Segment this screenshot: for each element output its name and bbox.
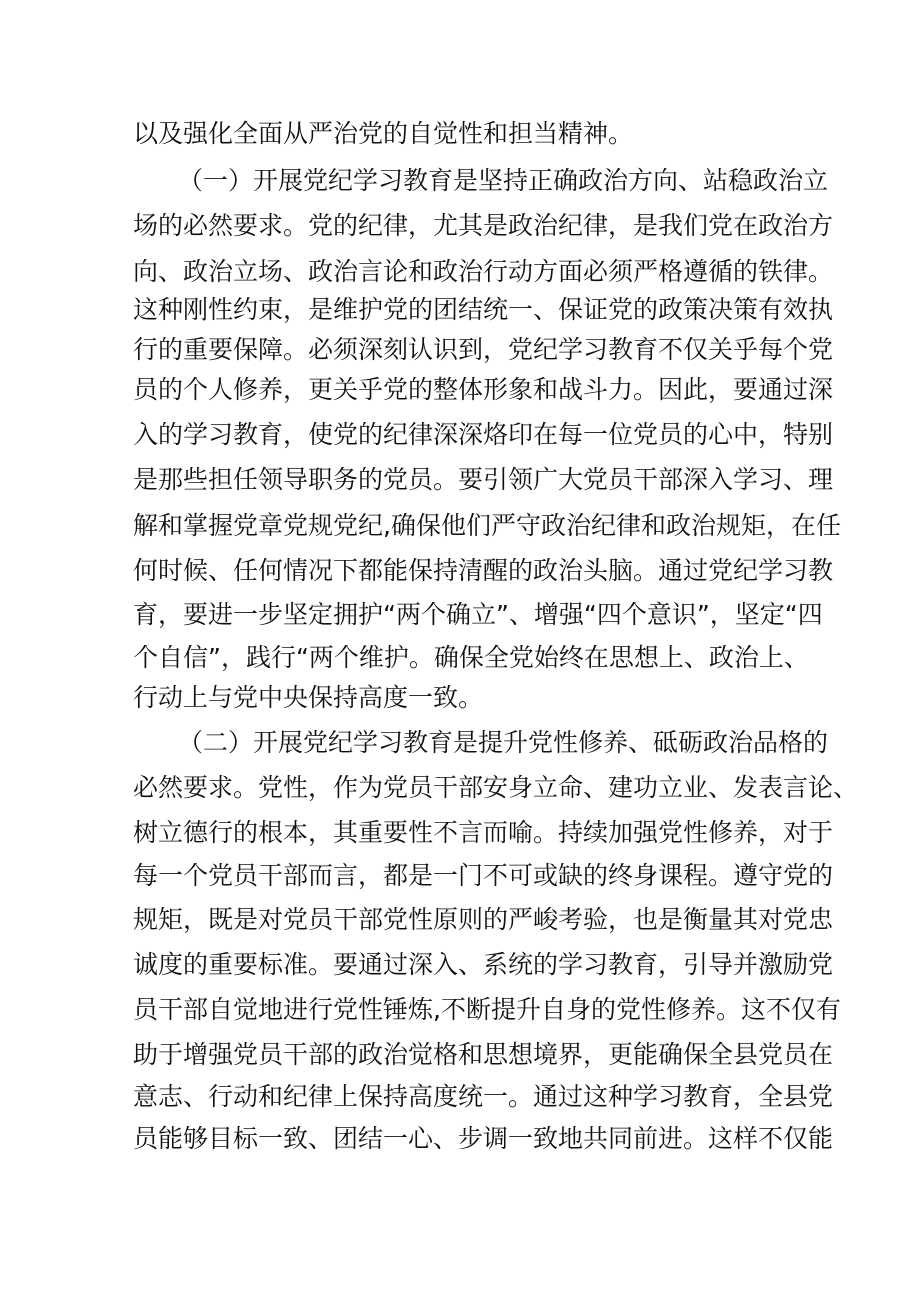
text-line: 员的个人修养，更关乎党的整体形象和战斗力。因此，要通过深 xyxy=(133,375,834,404)
section-1-heading-line: （一）开展党纪学习教育是坚持正确政治方向、站稳政治立 xyxy=(178,166,829,195)
text-line: 树立德行的根本，其重要性不言而喻。持续加强党性修养，对于 xyxy=(133,818,834,847)
text-line: 这种刚性约束，是维护党的团结统一、保证党的政策决策有效执 xyxy=(133,295,834,324)
text-line: 向、政治立场、政治言论和政治行动方面必须严格遵循的铁律。 xyxy=(133,257,834,286)
text-line: 诚度的重要标准。要通过深入、系统的学习教育，引导并激励党 xyxy=(133,950,834,979)
text-line: 员能够目标一致、团结一心、步调一致地共同前进。这样不仅能 xyxy=(133,1124,834,1153)
text-line: 员干部自觉地进行党性锤炼,不断提升自身的党性修养。这不仅有 xyxy=(133,995,841,1024)
text-line: 行的重要保障。必须深刻认识到，党纪学习教育不仅关乎每个党 xyxy=(133,335,834,364)
text-line: 规矩，既是对党员干部党性原则的严峻考验，也是衡量其对党忠 xyxy=(133,905,834,934)
text-line: 以及强化全面从严治党的自觉性和担当精神。 xyxy=(133,119,634,148)
section-2-heading-line: （二）开展党纪学习教育是提升党性修养、砥砺政治品格的 xyxy=(178,728,829,757)
text-line: 场的必然要求。党的纪律，尤其是政治纪律，是我们党在政治方 xyxy=(133,211,834,240)
text-line: 个自信”，践行“两个维护。确保全党始终在思想上、政治上、 xyxy=(133,643,809,672)
text-line: 入的学习教育，使党的纪律深深烙印在每一位党员的心中，特别 xyxy=(133,420,834,449)
text-line: 行动上与党中央保持高度一致。 xyxy=(133,683,484,712)
text-line: 助于增强党员干部的政治觉格和思想境界，更能确保全县党员在 xyxy=(133,1040,834,1069)
text-line: 每一个党员干部而言，都是一门不可或缺的终身课程。遵守党的 xyxy=(133,861,834,890)
text-line: 是那些担任领导职务的党员。要引领广大党员干部深入学习、理 xyxy=(133,465,834,494)
text-line: 育，要进一步坚定拥护“两个确立”、增强“四个意识”，坚定“四 xyxy=(133,600,823,629)
text-line: 意志、行动和纪律上保持高度统一。通过这种学习教育，全县党 xyxy=(133,1082,834,1111)
text-line: 解和掌握党章党规党纪,确保他们严守政治纪律和政治规矩，在任 xyxy=(133,511,841,540)
text-line: 何时候、任何情况下都能保持清醒的政治头脑。通过党纪学习教 xyxy=(133,556,834,585)
text-line: 必然要求。党性，作为党员干部安身立命、建功立业、发表言论、 xyxy=(133,773,859,802)
